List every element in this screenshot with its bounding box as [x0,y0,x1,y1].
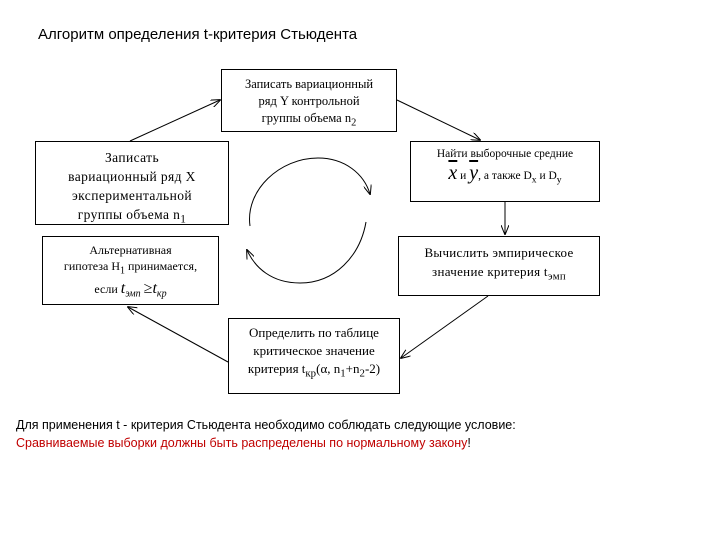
step-find-sample-means [410,141,600,202]
b3-line-1: Найти выборочные средние [436,148,574,160]
b5-line-1: Вычислить эмпирическое [424,245,574,260]
b2-line-3: экспериментальной [71,188,193,203]
step-record-experimental-series [35,141,229,225]
b6-line-1: Определить по таблице [249,325,379,340]
step-find-critical-value [228,318,400,394]
b2-line-4 [36,205,228,230]
b1-text-3: группы объема n [261,111,352,125]
b2-text-4: группы объема n [77,207,181,222]
arrow-b5-to-b6 [401,296,488,358]
step-record-control-series [221,69,397,132]
b4-if: если [94,282,118,297]
b4-text-2b: принимается, [124,259,198,273]
b6-sub-2: 2 [359,367,365,380]
b6-text-5: +n [345,361,360,376]
cycle-arc-lower [247,222,366,283]
note-line-2 [16,434,516,452]
b5-line-2 [399,262,599,287]
x-mean-symbol: $\overline{x}$ [448,162,458,184]
b6-text-4: (α, n [316,361,341,376]
page-title: Алгоритм определения t-критерия Стьюдента [38,26,358,43]
b3-tail-a: , а также D [478,170,532,182]
b6-text-3: критерия t [247,361,306,376]
b2-sub-1: 1 [180,213,187,226]
b6-sub-kr: кр [305,367,317,380]
note-line-1: Для применения t - критерия Стьюдента необходимо соблюдать следующие условие: [16,418,516,432]
b3-tail-b: и D [536,170,557,182]
b6-sub-1: 1 [340,367,346,380]
arrow-b1-to-b3 [397,100,480,140]
y-mean-symbol: $\overline{y}$ [469,162,479,184]
b5-text-2: значение критерия t [432,264,548,279]
arrow-b2-to-b1 [130,100,220,141]
condition-note [16,416,516,452]
b2-line-1: Записать [104,150,160,165]
b4-text-2: гипотеза H [63,259,120,273]
b6-line-3 [229,360,399,383]
b4-line-2 [43,258,218,279]
step-accept-alternative-hypothesis [42,236,219,305]
t-cr-symbol: t [152,280,157,298]
b2-line-2: вариационный ряд X [68,169,196,184]
note-line-2-text: Сравниваемые выборки должны быть распределены по нормальному закону [16,436,468,450]
b6-text-6: -2) [364,361,381,376]
b5-sub-emp: эмп [547,270,566,283]
b1-line-2: ряд Y контрольной [258,94,360,108]
b4-line-1: Альтернативная [89,243,172,257]
t-emp-sub: эмп [125,288,141,300]
b1-line-3 [222,110,396,132]
b3-line-2 [411,162,599,187]
ge-symbol: ≥ [143,280,153,298]
b3-and: и [460,170,467,182]
dx-sub: x [531,174,537,186]
arrow-b6-to-b4 [128,307,228,362]
b6-line-2: критическое значение [253,343,375,358]
b4-line-3 [43,281,218,302]
t-cr-sub: кр [156,288,167,300]
b1-line-1: Записать вариационный [244,77,374,91]
b1-sub-2: 2 [351,117,357,129]
step-compute-empirical-value [398,236,600,296]
cycle-arc-upper [250,158,370,226]
dy-sub: y [556,174,562,186]
t-emp-symbol: t [120,280,126,298]
note-exclamation: ! [467,436,471,450]
b4-sub-1: 1 [119,265,125,277]
